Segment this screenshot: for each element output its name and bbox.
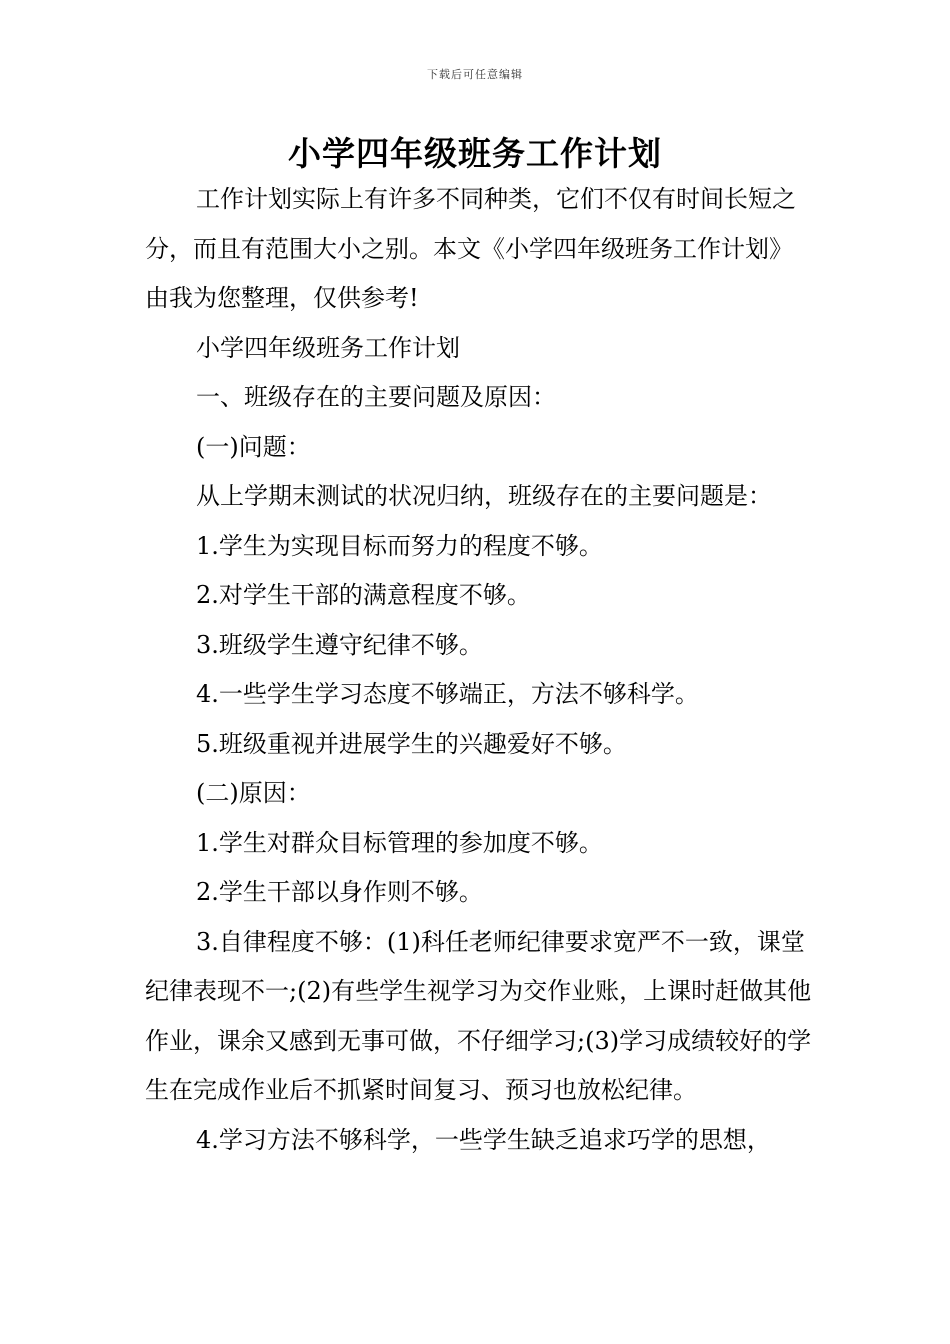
list-item: 3.自律程度不够：(1)科任老师纪律要求宽严不一致，课堂纪律表现不一;(2)有些学生视学习为交作业账，上课时赶做其他作业，课余又感到无事可做，不仔细学习;(3)学习成绩较好的学生在完成作业后不抓紧时间复习、预习也放松纪律。 [145, 927, 812, 1104]
paragraph: 从上学期末测试的状况归纳，班级存在的主要问题是： [196, 482, 772, 510]
list-item: 1.学生为实现目标而努力的程度不够。 [196, 531, 603, 560]
list-item: 4.一些学生学习态度不够端正，方法不够科学。 [196, 680, 699, 708]
list-item: 2.对学生干部的满意程度不够。 [196, 581, 531, 609]
document-body [145, 175, 813, 1165]
document-title: 小学四年级班务工作计划 [288, 134, 662, 173]
list-item: 4.学习方法不够科学，一些学生缺乏追求巧学的思想， [196, 1125, 771, 1154]
list-item: 1.学生对群众目标管理的参加度不够。 [196, 828, 603, 857]
page-header-note: 下载后可任意编辑 [427, 68, 523, 81]
subsection-heading-problems: (一)问题： [196, 432, 311, 461]
list-item: 2.学生干部以身作则不够。 [196, 878, 483, 906]
paragraph-subtitle: 小学四年级班务工作计划 [196, 333, 460, 362]
list-item: 3.班级学生遵守纪律不够。 [196, 630, 483, 659]
section-heading-1: 一、班级存在的主要问题及原因： [196, 383, 556, 411]
subsection-heading-causes: (二)原因： [196, 779, 311, 807]
list-item: 5.班级重视并进展学生的兴趣爱好不够。 [196, 729, 627, 758]
paragraph-intro: 工作计划实际上有许多不同种类，它们不仅有时间长短之分，而且有范围大小之别。本文《小学四年级班务工作计划》由我为您整理，仅供参考! [145, 185, 796, 312]
